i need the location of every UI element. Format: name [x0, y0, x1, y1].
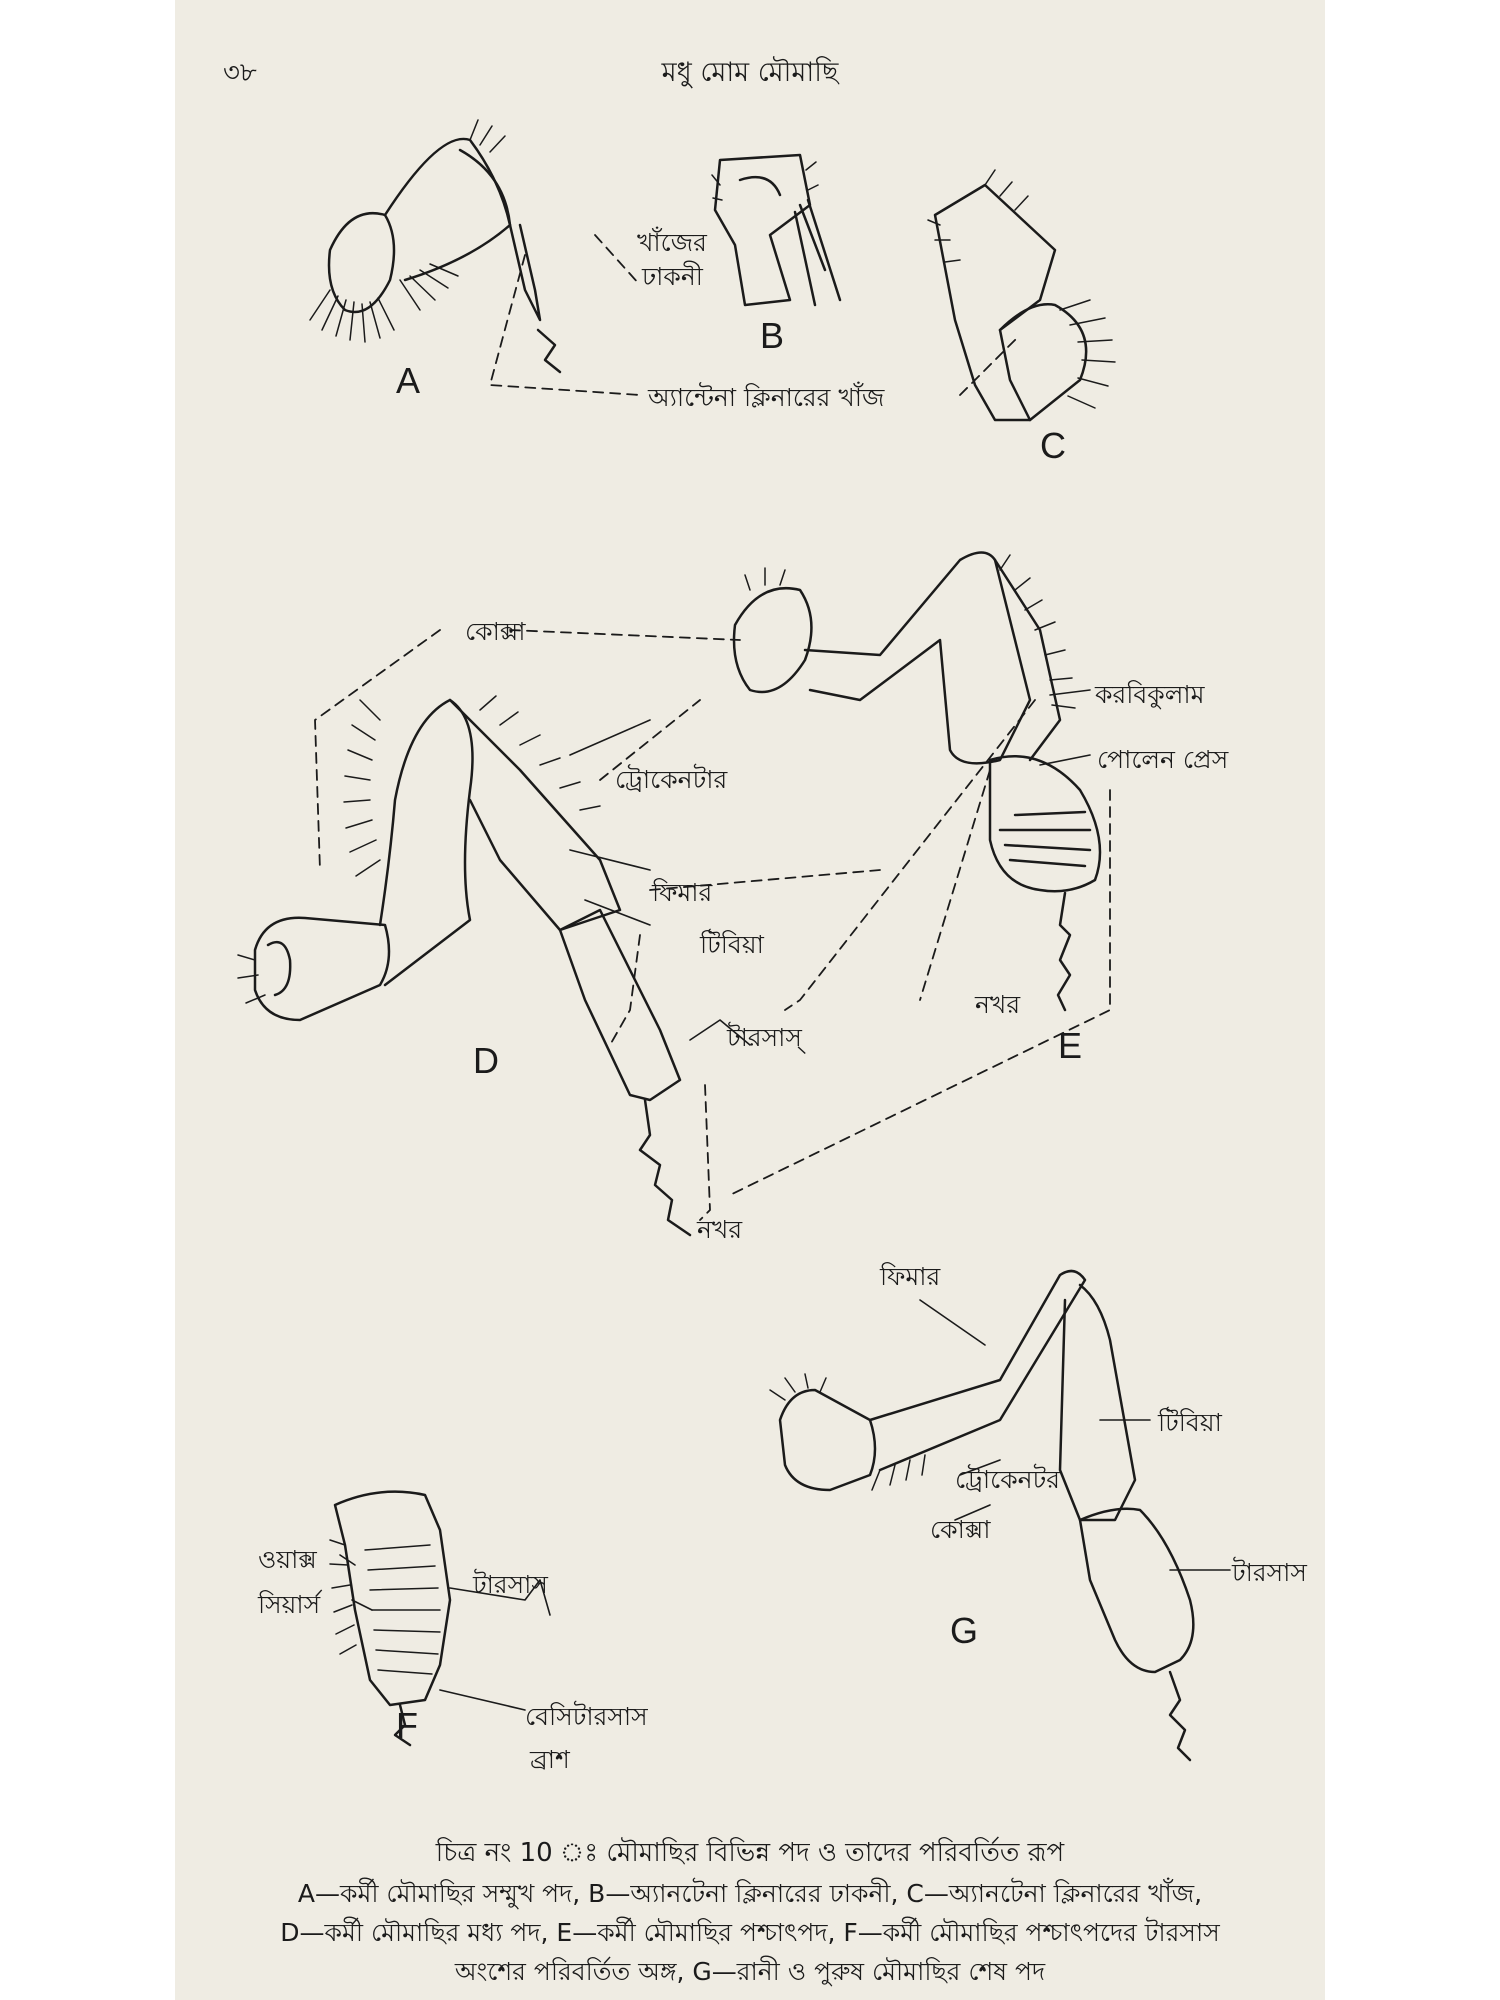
panel-letter-f: F [396, 1705, 418, 1746]
label-tibia-g: টিবিয়া [1158, 1408, 1222, 1437]
panel-letter-c: C [1040, 425, 1066, 466]
label-pincers: সিয়ার্স [258, 1590, 321, 1619]
label-coxa-g: কোক্সা [930, 1515, 991, 1544]
label-trochanter-g: ট্রোকেনটর [955, 1465, 1060, 1494]
label-femur-g: ফিমার [880, 1262, 941, 1291]
label-basitarsus: বেসিটারসাস [525, 1702, 648, 1731]
label-corbiculum: করবিকুলাম [1095, 680, 1205, 709]
label-claw-e: নখর [975, 990, 1021, 1019]
label-dhakni: ঢাকনী [642, 262, 703, 291]
label-claw-d: নখর [697, 1215, 743, 1244]
label-pollen-press: পোলেন প্রেস [1097, 745, 1229, 774]
label-tibia-d: টিবিয়া [700, 930, 764, 959]
solid-leaders [340, 690, 1230, 1710]
label-coxa-d: কোক্সা [465, 617, 526, 646]
leg-a-drawing [310, 120, 560, 372]
figure-caption-line-1: A—কর্মী মৌমাছির সম্মুখ পদ, B—অ্যানটেনা ক্লিনারের ঢাকনী, C—অ্যানটেনা ক্লিনারের খাঁজ, [297, 1879, 1203, 1908]
panel-letter-d: D [473, 1040, 499, 1081]
leg-c-drawing [928, 170, 1115, 420]
label-femur-d: ফিমার [652, 878, 713, 907]
label-tarsus-g: টারসাস [1232, 1558, 1307, 1587]
leg-b-drawing [712, 155, 840, 305]
page-header: মধু মোম মৌমাছি [661, 57, 839, 88]
label-khajer: খাঁজের [637, 228, 707, 257]
label-trochanter-d: ট্রোকেনটার [615, 765, 728, 794]
figure-caption-line-3: অংশের পরিবর্তিত অঙ্গ, G—রানী ও পুরুষ মৌমাছির শেষ পদ [454, 1957, 1046, 1986]
panel-letter-b: B [760, 315, 785, 356]
label-tarsus-d: টারসাস্ [727, 1023, 802, 1052]
label-antenna-cleaner-notch: অ্যান্টেনা ক্লিনারের খাঁজ [648, 383, 885, 412]
leg-f-drawing [330, 1492, 450, 1745]
panel-letter-a: A [396, 360, 421, 401]
panel-letter-g: G [950, 1610, 979, 1651]
label-tarsus-f: টারসাস [473, 1570, 548, 1599]
page-number: ৩৮ [223, 58, 257, 88]
figure-caption-line-2: D—কর্মী মৌমাছির মধ্য পদ, E—কর্মী মৌমাছির পশ্চাৎপদ, F—কর্মী মৌমাছির পশ্চাৎপদের টারসাস [280, 1918, 1220, 1947]
figure-caption-title: চিত্র নং 10 ঃ মৌমাছির বিভিন্ন পদ ও তাদের পরিবর্তিত রূপ [435, 1838, 1065, 1868]
label-wax-ki: ওয়াক্স [258, 1545, 317, 1574]
label-brush: ব্রাশ [530, 1745, 570, 1774]
panel-letter-e: E [1058, 1025, 1083, 1066]
leg-e-drawing [734, 553, 1100, 1011]
